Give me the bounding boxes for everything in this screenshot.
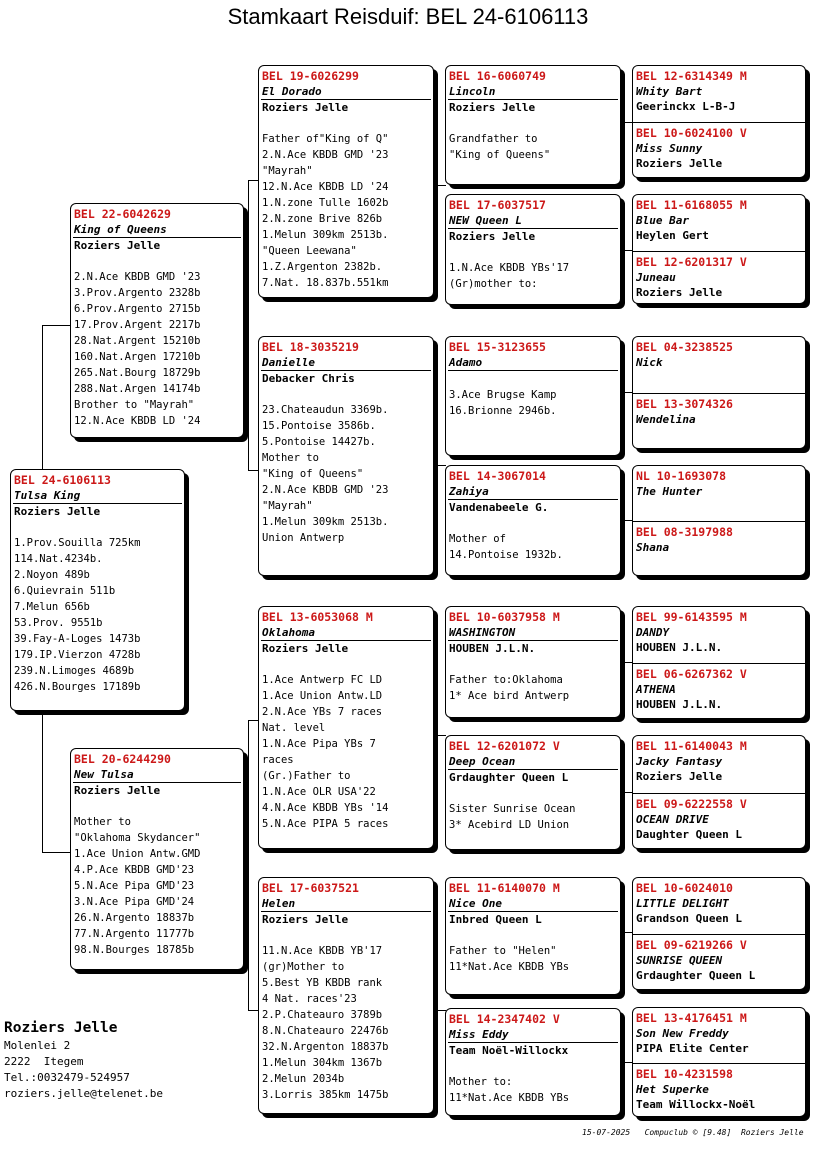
pigeon-name: ATHENA xyxy=(636,683,676,696)
result-line: 160.Nat.Argen 17210b xyxy=(74,351,201,363)
result-line: 12.N.Ace KBDB LD '24 xyxy=(262,181,389,193)
result-line: 3* Acebird LD Union xyxy=(449,819,570,831)
ring-number: BEL 10-6037958 M xyxy=(449,610,560,624)
pedigree-card-gen4-pair[interactable] xyxy=(632,877,806,990)
result-line: 26.N.Argento 18837b xyxy=(74,912,195,924)
owner-name: Roziers Jelle xyxy=(262,101,349,114)
owner-name: Grdaughter Queen L xyxy=(636,969,756,982)
pigeon-name: Wendelina xyxy=(636,413,696,426)
result-line: 11*Nat.Ace KBDB YBs xyxy=(449,1092,570,1104)
pigeon-name: Miss Eddy xyxy=(449,1028,509,1041)
pedigree-card-gen4-pair[interactable] xyxy=(632,465,806,576)
pedigree-card-gen3[interactable] xyxy=(445,606,621,718)
result-line: 2.N.Ace YBs 7 races xyxy=(262,706,383,718)
owner-name: Daughter Queen L xyxy=(636,828,742,841)
result-line: 5.Best YB KBDB rank xyxy=(262,977,383,989)
pedigree-card-gen4-pair[interactable] xyxy=(632,194,806,304)
ring-number: BEL 20-6244290 xyxy=(74,752,171,766)
result-line: 1.N.Ace KBDB YBs'17 xyxy=(449,262,570,274)
pigeon-name: Danielle xyxy=(262,356,315,369)
pigeon-name: DANDY xyxy=(636,626,670,639)
owner-name: Roziers Jelle xyxy=(262,913,349,926)
pigeon-name: NEW Queen L xyxy=(449,214,522,227)
ring-number: BEL 10-6024100 V xyxy=(636,126,747,140)
result-line: 1.Ace Union Antw.GMD xyxy=(74,848,201,860)
pigeon-name: The Hunter xyxy=(636,485,703,498)
ring-number: BEL 06-6267362 V xyxy=(636,667,747,681)
result-line: 11.N.Ace KBDB YB'17 xyxy=(262,945,383,957)
owner-title: Roziers Jelle xyxy=(4,1020,118,1036)
pigeon-name: Adamo xyxy=(449,356,483,369)
result-line: 2.Melun 2034b xyxy=(262,1073,345,1085)
result-line: 5.Pontoise 14427b. xyxy=(262,436,376,448)
owner-name: HOUBEN J.L.N. xyxy=(636,641,723,654)
result-line: 1.Prov.Souilla 725km xyxy=(14,537,141,549)
result-line: 5.N.Ace Pipa GMD'23 xyxy=(74,880,195,892)
result-line: (Gr)mother to: xyxy=(449,278,538,290)
result-line: "King of Queens" xyxy=(449,149,551,161)
pedigree-card-father[interactable] xyxy=(70,203,244,438)
ring-number: BEL 17-6037517 xyxy=(449,198,546,212)
email-link[interactable]: roziers.jelle@telenet.be xyxy=(4,1087,163,1100)
result-line: 1* Ace bird Antwerp xyxy=(449,690,570,702)
pigeon-name: Blue Bar xyxy=(636,214,689,227)
result-line: 17.Prov.Argent 2217b xyxy=(74,319,201,331)
result-line: 39.Fay-A-Loges 1473b xyxy=(14,633,141,645)
result-line: Father to:Oklahoma xyxy=(449,674,563,686)
result-line: 98.N.Bourges 18785b xyxy=(74,944,195,956)
ring-number: BEL 16-6060749 xyxy=(449,69,546,83)
result-line: 2.N.Ace KBDB GMD '23 xyxy=(74,271,201,283)
result-line: 7.Melun 656b xyxy=(14,601,90,613)
pedigree-card-gen4-pair[interactable] xyxy=(632,1007,806,1117)
ring-number: BEL 24-6106113 xyxy=(14,473,111,487)
result-line: Mother of xyxy=(449,533,506,545)
result-line: "Queen Leewana" xyxy=(262,245,357,257)
ring-number: BEL 09-6219266 V xyxy=(636,938,747,952)
result-line: Sister Sunrise Ocean xyxy=(449,803,576,815)
owner-name: Roziers Jelle xyxy=(449,101,536,114)
pedigree-card-gen3[interactable] xyxy=(445,465,621,576)
owner-name: Roziers Jelle xyxy=(449,230,536,243)
result-line: 1.Ace Union Antw.LD xyxy=(262,690,383,702)
result-line: 179.IP.Vierzon 4728b xyxy=(14,649,141,661)
pigeon-name: El Dorado xyxy=(262,85,322,98)
result-line: "King of Queens" xyxy=(262,468,364,480)
result-line: 1.N.zone Tulle 1602b xyxy=(262,197,389,209)
connector-line xyxy=(437,735,446,736)
pigeon-name: Nick xyxy=(636,356,663,369)
ring-number: BEL 11-6140070 M xyxy=(449,881,560,895)
ring-number: BEL 12-6314349 M xyxy=(636,69,747,83)
pedigree-card-mm[interactable] xyxy=(258,877,434,1114)
pigeon-name: SUNRISE QUEEN xyxy=(636,954,723,967)
pedigree-card-ff[interactable] xyxy=(258,65,434,298)
pigeon-name: Oklahoma xyxy=(262,626,315,639)
owner-name: Inbred Queen L xyxy=(449,913,542,926)
connector-line xyxy=(248,180,249,470)
connector-line xyxy=(437,185,446,186)
page-title: Stamkaart Reisduif: BEL 24-6106113 xyxy=(227,4,589,29)
result-line: 3.Lorris 385km 1475b xyxy=(262,1089,389,1101)
pedigree-card-gen4-pair[interactable] xyxy=(632,735,806,849)
pigeon-name: Jacky Fantasy xyxy=(636,755,723,768)
owner-name: Heylen Gert xyxy=(636,229,709,242)
pedigree-card-mf[interactable] xyxy=(258,606,434,849)
result-line: 32.N.Argenton 18837b xyxy=(262,1041,389,1053)
owner-name: Grdaughter Queen L xyxy=(449,771,569,784)
phone-number: Tel.:0032479-524957 xyxy=(4,1071,130,1084)
result-line: Nat. level xyxy=(262,722,326,734)
owner-name: Roziers Jelle xyxy=(74,239,161,252)
ring-number: BEL 12-6201072 V xyxy=(449,739,560,753)
ring-number: BEL 04-3238525 xyxy=(636,340,733,354)
result-line: 5.N.Ace PIPA 5 races xyxy=(262,818,389,830)
owner-name: Team Noël-Willockx xyxy=(449,1044,569,1057)
result-line: "Mayrah" xyxy=(262,165,313,177)
result-line: 12.N.Ace KBDB LD '24 xyxy=(74,415,201,427)
ring-number: BEL 12-6201317 V xyxy=(636,255,747,269)
ring-number: BEL 13-6053068 M xyxy=(262,610,373,624)
result-line: 3.Prov.Argento 2328b xyxy=(74,287,201,299)
pedigree-card-fm[interactable] xyxy=(258,336,434,576)
ring-number: BEL 13-4176451 M xyxy=(636,1011,747,1025)
result-line: Brother to "Mayrah" xyxy=(74,399,195,411)
connector-line xyxy=(42,712,43,852)
result-line: 1.Melun 309km 2513b. xyxy=(262,229,389,241)
owner-name: PIPA Elite Center xyxy=(636,1042,749,1055)
pigeon-name: OCEAN DRIVE xyxy=(636,813,709,826)
ring-number: BEL 17-6037521 xyxy=(262,881,359,895)
result-line: 11*Nat.Ace KBDB YBs xyxy=(449,961,570,973)
pedigree-card-subject[interactable] xyxy=(10,469,185,711)
result-line: (gr)Mother to xyxy=(262,961,345,973)
ring-number: BEL 09-6222558 V xyxy=(636,797,747,811)
owner-name: Roziers Jelle xyxy=(636,157,723,170)
ring-number: NL 10-1693078 xyxy=(636,469,727,483)
owner-name: HOUBEN J.L.N. xyxy=(636,698,723,711)
pedigree-card-gen4-pair[interactable] xyxy=(632,606,806,719)
owner-name: Roziers Jelle xyxy=(262,642,349,655)
pedigree-card-gen3[interactable] xyxy=(445,336,621,456)
pedigree-card-mother[interactable] xyxy=(70,748,244,970)
result-line: 2.N.Ace KBDB GMD '23 xyxy=(262,484,389,496)
ring-number: BEL 19-6026299 xyxy=(262,69,359,83)
result-line: 2.P.Chateauro 3789b xyxy=(262,1009,383,1021)
result-line: 265.Nat.Bourg 18729b xyxy=(74,367,201,379)
owner-name: HOUBEN J.L.N. xyxy=(449,642,536,655)
result-line: 2.N.Ace KBDB GMD '23 xyxy=(262,149,389,161)
pigeon-name: Tulsa King xyxy=(14,489,81,502)
result-line: 114.Nat.4234b. xyxy=(14,553,103,565)
result-line: Grandfather to xyxy=(449,133,538,145)
pigeon-name: Zahiya xyxy=(449,485,489,498)
pigeon-name: WASHINGTON xyxy=(449,626,516,639)
ring-number: BEL 99-6143595 M xyxy=(636,610,747,624)
footer-credit: 15-07-2025 Compuclub © [9.48] Roziers Jelle xyxy=(582,1128,804,1137)
result-line: 23.Chateaudun 3369b. xyxy=(262,404,389,416)
ring-number: BEL 14-3067014 xyxy=(449,469,546,483)
pedigree-card-gen3[interactable] xyxy=(445,65,621,185)
pedigree-card-gen3[interactable] xyxy=(445,1008,621,1116)
pigeon-name: Miss Sunny xyxy=(636,142,703,155)
result-line: Mother to xyxy=(74,816,131,828)
pigeon-name: Shana xyxy=(636,541,670,554)
result-line: 6.Prov.Argento 2715b xyxy=(74,303,201,315)
ring-number: BEL 14-2347402 V xyxy=(449,1012,560,1026)
ring-number: BEL 10-6024010 xyxy=(636,881,733,895)
owner-name: Geerinckx L-B-J xyxy=(636,100,736,113)
result-line: 3.Ace Brugse Kamp xyxy=(449,389,557,401)
owner-name: Vandenabeele G. xyxy=(449,501,549,514)
result-line: 8.N.Chateauro 22476b xyxy=(262,1025,389,1037)
result-line: Father to "Helen" xyxy=(449,945,557,957)
result-line: Mother to xyxy=(262,452,319,464)
result-line: 288.Nat.Argen 14174b xyxy=(74,383,201,395)
owner-name: Team Willockx-Noël xyxy=(636,1098,756,1111)
result-line: 4.N.Ace KBDB YBs '14 xyxy=(262,802,389,814)
result-line: 53.Prov. 9551b xyxy=(14,617,103,629)
pedigree-card-gen3[interactable] xyxy=(445,735,621,850)
pigeon-name: Deep Ocean xyxy=(449,755,516,768)
result-line: 7.Nat. 18.837b.551km xyxy=(262,277,389,289)
owner-name: Roziers Jelle xyxy=(14,505,101,518)
result-line: 1.Melun 304km 1367b xyxy=(262,1057,383,1069)
result-line: 77.N.Argento 11777b xyxy=(74,928,195,940)
result-line: 1.Ace Antwerp FC LD xyxy=(262,674,383,686)
result-line: 4.P.Ace KBDB GMD'23 xyxy=(74,864,195,876)
connector-line xyxy=(437,465,446,466)
pigeon-name: Juneau xyxy=(636,271,676,284)
result-line: Union Antwerp xyxy=(262,532,345,544)
pigeon-name: Whity Bart xyxy=(636,85,703,98)
result-line: 239.N.Limoges 4689b xyxy=(14,665,135,677)
connector-line xyxy=(42,325,71,326)
result-line: 1.N.Ace Pipa YBs 7 xyxy=(262,738,376,750)
ring-number: BEL 15-3123655 xyxy=(449,340,546,354)
result-line: 2.N.zone Brive 826b xyxy=(262,213,383,225)
pigeon-name: Lincoln xyxy=(449,85,496,98)
owner-contact xyxy=(4,1018,163,1102)
result-line: 4 Nat. races'23 xyxy=(262,993,357,1005)
result-line: 28.Nat.Argent 15210b xyxy=(74,335,201,347)
result-line: 14.Pontoise 1932b. xyxy=(449,549,563,561)
result-line: Father of"King of Q" xyxy=(262,133,389,145)
result-line: 1.N.Ace OLR USA'22 xyxy=(262,786,376,798)
ring-number: BEL 11-6140043 M xyxy=(636,739,747,753)
owner-name: Roziers Jelle xyxy=(636,770,723,783)
connector-line xyxy=(42,325,43,470)
pigeon-name: Het Superke xyxy=(636,1083,709,1096)
result-line: 426.N.Bourges 17189b xyxy=(14,681,141,693)
ring-number: BEL 08-3197988 xyxy=(636,525,733,539)
pigeon-name: Son New Freddy xyxy=(636,1027,729,1040)
address-line: Molenlei 2 xyxy=(4,1039,71,1052)
connector-line xyxy=(42,852,71,853)
result-line: 6.Quievrain 511b xyxy=(14,585,116,597)
owner-name: Debacker Chris xyxy=(262,372,355,385)
pedigree-card-gen3[interactable] xyxy=(445,877,621,995)
result-line: 1.Z.Argenton 2382b. xyxy=(262,261,383,273)
pigeon-name: Helen xyxy=(262,897,296,910)
result-line: 1.Melun 309km 2513b. xyxy=(262,516,389,528)
pedigree-card-gen4-pair[interactable] xyxy=(632,65,806,178)
result-line: Mother to: xyxy=(449,1076,513,1088)
ring-number: BEL 10-4231598 xyxy=(636,1067,733,1081)
pigeon-name: New Tulsa xyxy=(74,768,134,781)
pigeon-name: Nice One xyxy=(449,897,502,910)
result-line: 3.N.Ace Pipa GMD'24 xyxy=(74,896,195,908)
pigeon-name: LITTLE DELIGHT xyxy=(636,897,729,910)
owner-name: Roziers Jelle xyxy=(74,784,161,797)
ring-number: BEL 13-3074326 xyxy=(636,397,733,411)
pedigree-card-gen3[interactable] xyxy=(445,194,621,305)
ring-number: BEL 18-3035219 xyxy=(262,340,359,354)
pigeon-name: King of Queens xyxy=(74,223,167,236)
result-line: 15.Pontoise 3586b. xyxy=(262,420,376,432)
result-line: "Oklahoma Skydancer" xyxy=(74,832,201,844)
owner-name: Roziers Jelle xyxy=(636,286,723,299)
connector-line xyxy=(248,720,249,1010)
address-line: 2222 Itegem xyxy=(4,1055,84,1068)
ring-number: BEL 22-6042629 xyxy=(74,207,171,221)
ring-number: BEL 11-6168055 M xyxy=(636,198,747,212)
result-line: "Mayrah" xyxy=(262,500,313,512)
pedigree-card-gen4-pair[interactable] xyxy=(632,336,806,449)
owner-name: Grandson Queen L xyxy=(636,912,742,925)
result-line: races xyxy=(262,754,294,766)
result-line: 2.Noyon 489b xyxy=(14,569,90,581)
result-line: 16.Brionne 2946b. xyxy=(449,405,557,417)
result-line: (Gr.)Father to xyxy=(262,770,351,782)
